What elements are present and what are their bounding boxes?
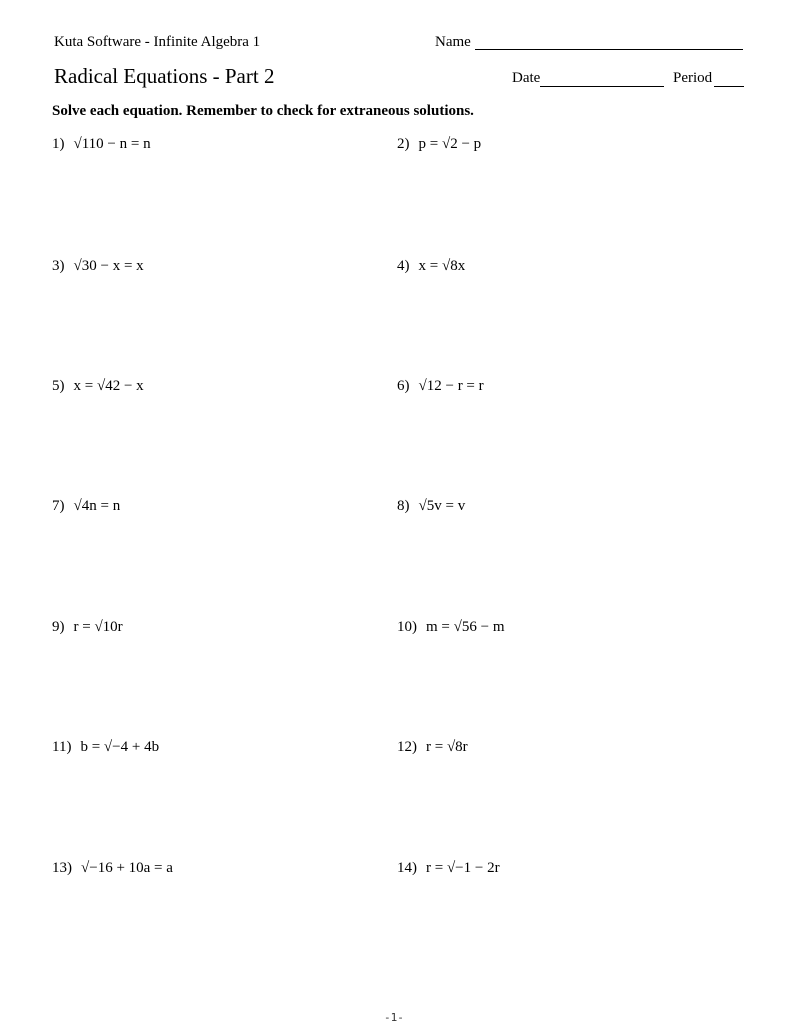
software-label: Kuta Software - Infinite Algebra 1	[54, 34, 261, 50]
problem-number: 11)	[52, 739, 72, 755]
problem-number: 9)	[52, 619, 65, 635]
problem-1	[52, 136, 151, 153]
problem-equation: √12 − r = r	[418, 378, 484, 394]
date-label: Date	[512, 70, 541, 86]
problem-number: 3)	[52, 258, 65, 274]
problem-equation: b = √−4 + 4b	[80, 739, 160, 755]
problem-equation: r = √8r	[426, 739, 468, 755]
instructions: Solve each equation. Remember to check for extraneous solutions.	[52, 103, 474, 119]
problem-number: 5)	[52, 378, 65, 394]
problem-equation: √4n = n	[73, 498, 121, 514]
problem-equation: x = √8x	[418, 258, 466, 274]
problem-number: 4)	[397, 258, 410, 274]
name-label: Name	[435, 34, 471, 50]
problem-equation: r = √10r	[73, 619, 123, 635]
problem-number: 12)	[397, 739, 417, 755]
problem-8	[397, 498, 465, 515]
problem-equation: p = √2 − p	[418, 136, 482, 152]
period-field-line[interactable]	[714, 86, 744, 87]
problem-10	[397, 619, 505, 636]
problem-6	[397, 378, 484, 395]
worksheet-title: Radical Equations - Part 2	[54, 64, 275, 88]
date-field-line[interactable]	[540, 86, 664, 87]
problem-14	[397, 860, 500, 877]
problem-equation: √30 − x = x	[73, 258, 144, 274]
problem-12	[397, 739, 468, 756]
problem-number: 13)	[52, 860, 72, 876]
problem-7	[52, 498, 120, 515]
problem-5	[52, 378, 144, 395]
page-number: -1-	[384, 1011, 404, 1024]
problem-9	[52, 619, 123, 636]
problem-11	[52, 739, 159, 756]
problem-equation: r = √−1 − 2r	[426, 860, 500, 876]
problem-number: 1)	[52, 136, 65, 152]
problem-equation: √−16 + 10a = a	[81, 860, 173, 876]
problem-number: 6)	[397, 378, 410, 394]
problem-number: 2)	[397, 136, 410, 152]
problem-number: 7)	[52, 498, 65, 514]
problem-equation: x = √42 − x	[73, 378, 144, 394]
problem-equation: √5v = v	[418, 498, 466, 514]
problem-13	[52, 860, 173, 877]
name-field-line[interactable]	[475, 49, 743, 50]
problem-2	[397, 136, 481, 153]
problem-equation: √110 − n = n	[73, 136, 151, 152]
problem-number: 14)	[397, 860, 417, 876]
problem-4	[397, 258, 465, 275]
problem-number: 8)	[397, 498, 410, 514]
problem-3	[52, 258, 144, 275]
problem-equation: m = √56 − m	[426, 619, 505, 635]
period-label: Period	[673, 70, 713, 86]
problem-number: 10)	[397, 619, 417, 635]
